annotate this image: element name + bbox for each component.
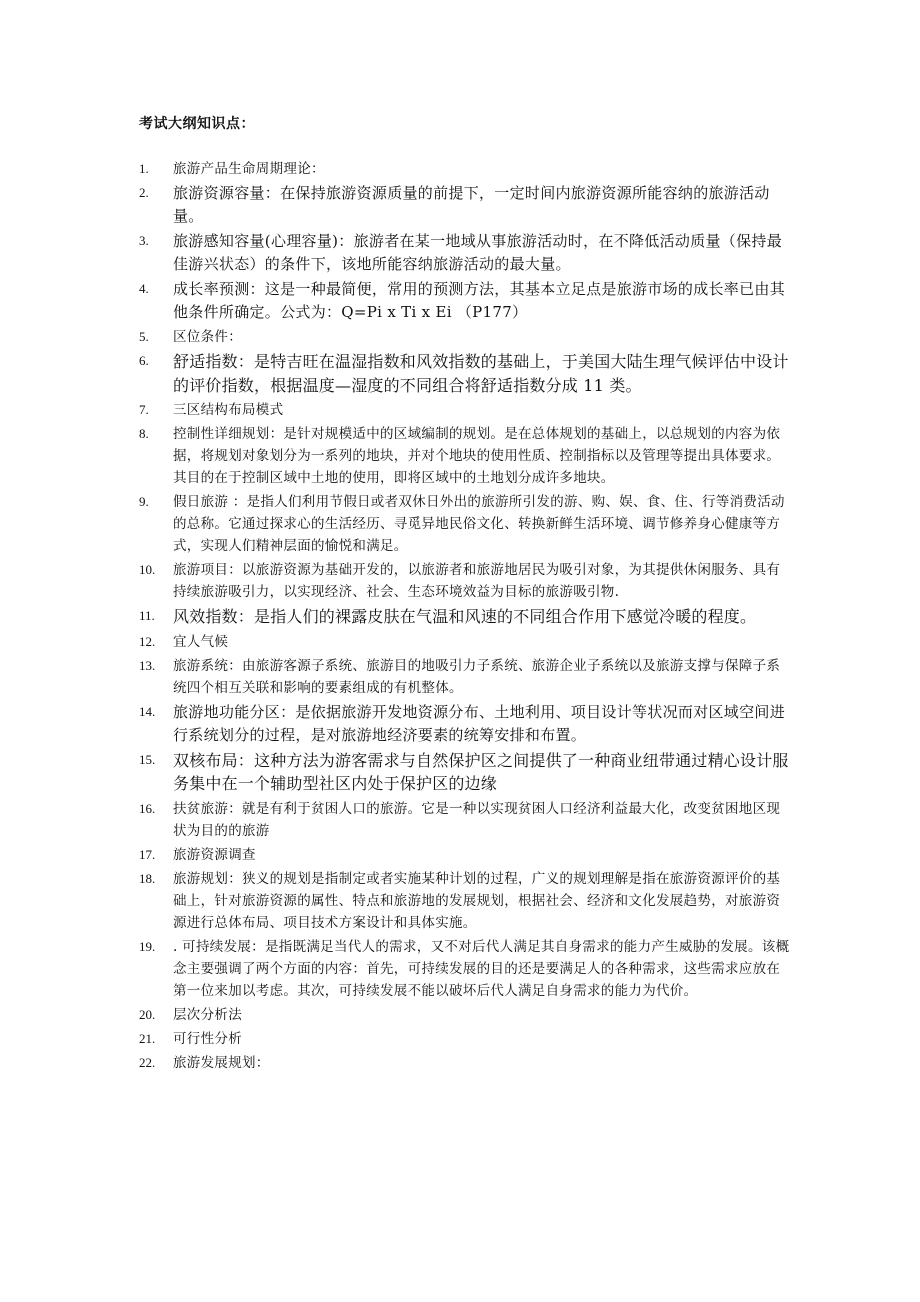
item-number: 4.	[139, 281, 149, 296]
item-number: 3.	[139, 233, 149, 248]
item-text: . 可持续发展：是指既满足当代人的需求，又不对后代人满足其自身需求的能力产生威胁的发展。该概念主要强调了两个方面的内容：首先，可持续发展的目的还是要满足人的各种需求，这些需求应放在第一位来加以考虑。其次，可持续发展不能以破坏后代人满足自身需求的能力为代价。	[173, 938, 790, 999]
list-item	[0, 844, 920, 866]
item-number: 5.	[139, 329, 149, 344]
list-item	[0, 559, 920, 603]
list-item	[0, 936, 920, 1002]
item-number: 15.	[139, 751, 156, 767]
item-text: 旅游发展规划：	[173, 1054, 270, 1071]
item-number: 6.	[139, 353, 149, 368]
item-text: 双核布局：这种方法为游客需求与自然保护区之间提供了一种商业纽带通过精心设计服务集中在一个辅助型社区内处于保护区的边缘	[173, 750, 789, 793]
item-number: 10.	[139, 562, 156, 577]
list-item	[0, 230, 920, 276]
list-item	[0, 798, 920, 842]
item-number: 16.	[139, 800, 156, 816]
item-text: 三区结构布局模式	[173, 402, 284, 418]
item-number: 9.	[139, 494, 149, 509]
item-text: 旅游规划：狭义的规划是指制定或者实施某种计划的过程，广义的规划理解是指在旅游资源评价的基础上，针对旅游资源的属性、特点和旅游地的发展规划，根据社会、经济和文化发展趋势，对旅游资源进行总体布局、项目技术方案设计和具体实施。	[173, 870, 781, 931]
item-number: 1.	[139, 161, 149, 176]
list-item	[0, 326, 920, 348]
page-heading: 考试大纲知识点：	[139, 116, 255, 132]
item-text: 扶贫旅游：就是有利于贫困人口的旅游。它是一种以实现贫困人口经济利益最大化，改变贫困地区现状为目的的旅游	[173, 800, 781, 839]
list-item	[0, 749, 920, 796]
item-text: 舒适指数：是特吉旺在温湿指数和风效指数的基础上，于美国大陆生理气候评估中设计的评价指数，根据温度—湿度的不同组合将舒适指数分成 11 类。	[173, 352, 789, 395]
item-number: 22.	[139, 1054, 156, 1070]
item-text: 假日旅游 ：是指人们利用节假日或者双休日外出的旅游所引发的游、购、娱、食、住、行等消费活动的总称。它通过探求心的生活经历、寻觅异地民俗文化、转换新鲜生活环境、调节修养身心健康等方式，实现人们精神层面的愉悦和满足。	[173, 494, 785, 554]
list-item	[0, 868, 920, 934]
list-item	[0, 701, 920, 747]
list-item	[0, 605, 920, 629]
item-number: 18.	[139, 870, 156, 886]
list-item	[0, 350, 920, 397]
item-text: 旅游产品生命周期理论：	[173, 161, 325, 177]
item-number: 12.	[139, 633, 156, 649]
item-text: 宜人气候	[173, 633, 229, 650]
list-item	[0, 1052, 920, 1074]
list-item	[0, 655, 920, 699]
list-item	[0, 182, 920, 228]
item-number: 2.	[139, 185, 149, 200]
item-number: 7.	[139, 402, 149, 417]
item-number: 14.	[139, 703, 156, 719]
item-number: 21.	[139, 1030, 156, 1046]
list-item	[0, 1028, 920, 1050]
item-text: 层次分析法	[173, 1006, 242, 1023]
list-item	[0, 399, 920, 421]
item-text: 控制性详细规划：是针对规模适中的区域编制的规划。是在总体规划的基础上，以总规划的内容为依据，将规划对象划分为一系列的地块，并对个地块的使用性质、控制指标以及管理等提出具体要求。其目的在于控制区域中土地的使用，即将区域中的土地划分成许多地块。	[173, 426, 781, 486]
list-item	[0, 423, 920, 489]
item-number: 19.	[139, 938, 156, 954]
list-item	[0, 491, 920, 557]
item-number: 8.	[139, 426, 149, 441]
item-text: 旅游感知容量(心理容量)：旅游者在某一地域从事旅游活动时，在不降低活动质量（保持最佳游兴状态）的条件下，该地所能容纳旅游活动的最大量。	[173, 232, 783, 273]
knowledge-point-list	[0, 158, 920, 1076]
item-text: 旅游项目：以旅游资源为基础开发的，以旅游者和旅游地居民为吸引对象，为其提供休闲服务、具有持续旅游吸引力，以实现经济、社会、生态环境效益为目标的旅游吸引物.	[173, 562, 781, 600]
item-number: 17.	[139, 846, 156, 862]
item-text: 成长率预测：这是一种最简便，常用的预测方法，其基本立足点是旅游市场的成长率已由其他条件所确定。公式为：Q=Pi x Ti x Ei （P177）	[173, 280, 786, 321]
item-text: 旅游资源调查	[173, 846, 256, 863]
list-item	[0, 631, 920, 653]
item-number: 11.	[139, 608, 155, 623]
item-number: 13.	[139, 657, 156, 673]
list-item	[0, 278, 920, 324]
item-text: 区位条件：	[173, 329, 242, 345]
list-item	[0, 1004, 920, 1026]
list-item	[0, 158, 920, 180]
item-text: 旅游系统：由旅游客源子系统、旅游目的地吸引力子系统、旅游企业子系统以及旅游支撑与保障子系统四个相互关联和影响的要素组成的有机整体。	[173, 657, 781, 696]
item-text: 可行性分析	[173, 1030, 242, 1047]
item-text: 风效指数：是指人们的裸露皮肤在气温和风速的不同组合作用下感觉冷暖的程度。	[173, 607, 757, 626]
item-text: 旅游资源容量：在保持旅游资源质量的前提下，一定时间内旅游资源所能容纳的旅游活动量。	[173, 184, 770, 225]
item-text: 旅游地功能分区：是依据旅游开发地资源分布、土地利用、项目设计等状况而对区域空间进行系统划分的过程，是对旅游地经济要素的统筹安排和布置。	[173, 702, 786, 744]
item-number: 20.	[139, 1006, 156, 1022]
